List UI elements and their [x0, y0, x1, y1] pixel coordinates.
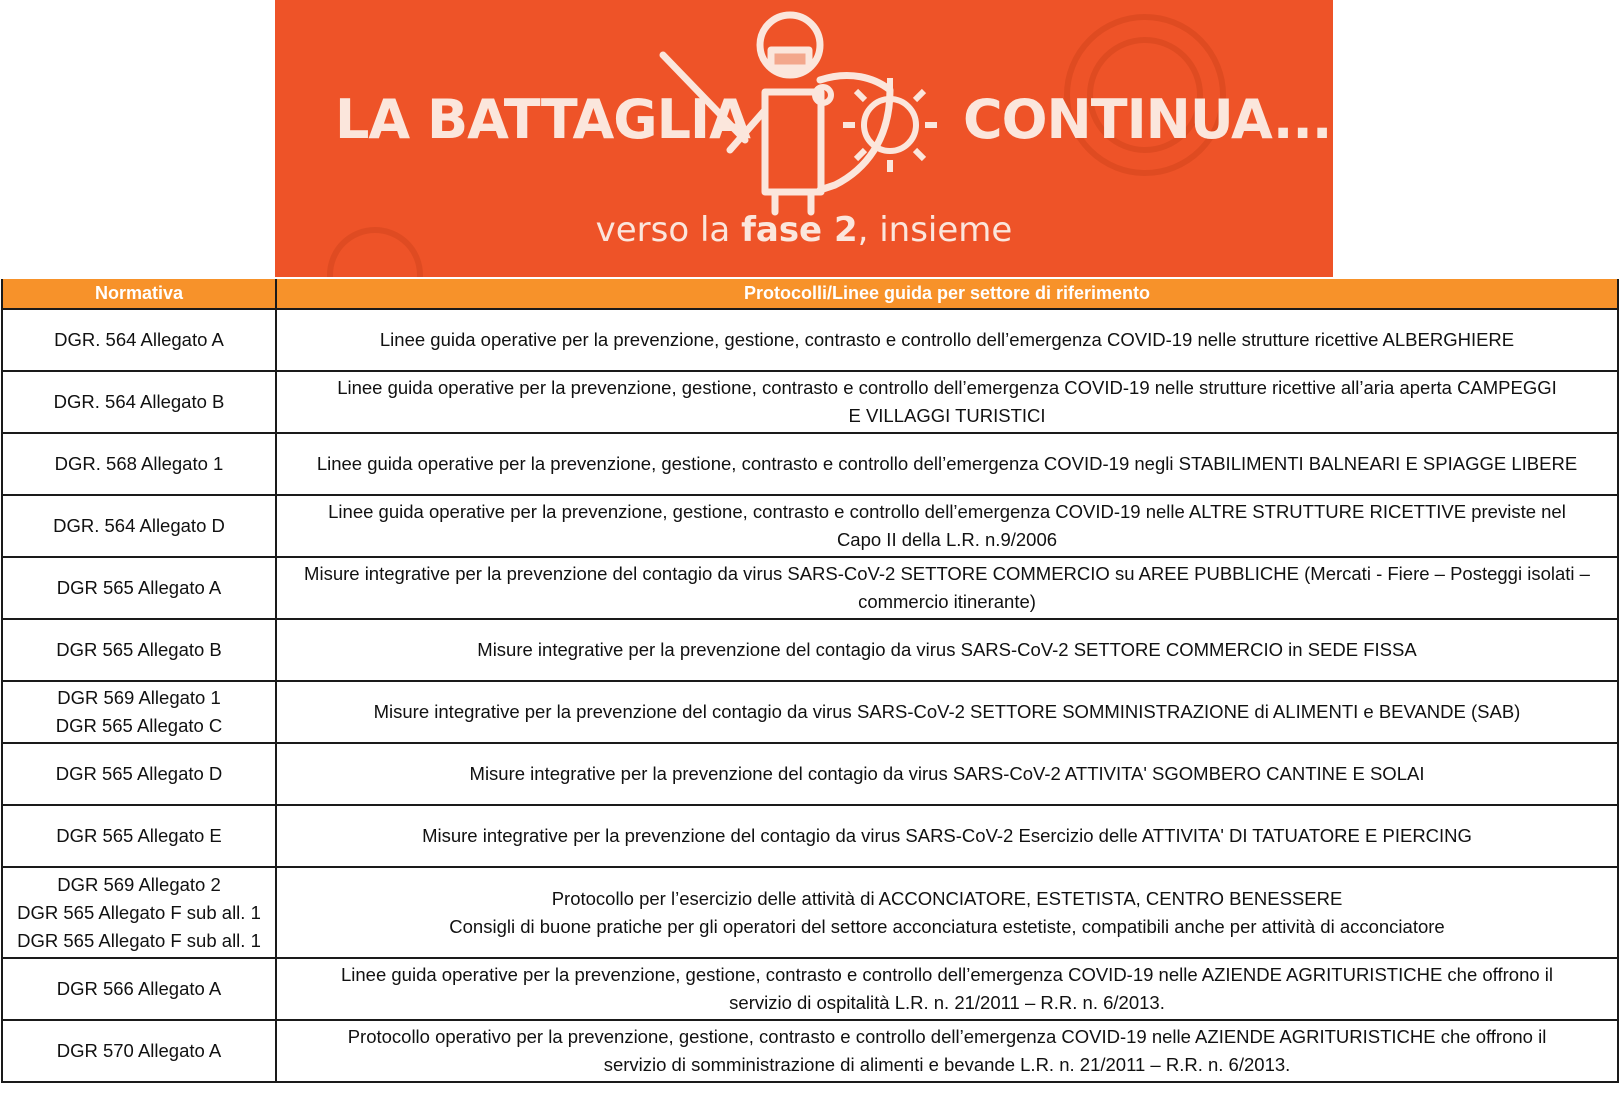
protocollo-line: Misure integrative per la prevenzione del contagio da virus SARS-CoV-2 ATTIVITA' SGOMBERO CANTINE E SOLAI: [469, 763, 1425, 784]
protocollo-cell: [276, 867, 1618, 958]
protocollo-line: Linee guida operative per la prevenzione, gestione, contrasto e controllo dell’emergenza COVID-19 negli STABILIMENTI BALNEARI E SPIAGGE LIBERE: [316, 453, 1578, 474]
normativa-line: DGR. 564 Allegato B: [53, 391, 225, 412]
protocollo-line: Misure integrative per la prevenzione del contagio da virus SARS-CoV-2 SETTORE COMMERCIO su AREE PUBBLICHE (Mercati - Fiere – Posteggi isolati –: [304, 563, 1590, 584]
normativa-cell: [2, 495, 276, 557]
normativa-cell: [2, 867, 276, 958]
protocollo-line: Linee guida operative per la prevenzione, gestione, contrasto e controllo dell’emergenza COVID-19 nelle ALTRE STRUTTURE RICETTIVE previste nel: [328, 501, 1566, 522]
normativa-cell: [2, 1020, 276, 1082]
guidelines-table: [1, 279, 1619, 1083]
protocollo-line: Protocollo operativo per la prevenzione, gestione, contrasto e controllo dell’emergenza COVID-19 nelle AZIENDE AGRITURISTICHE che offrono il: [347, 1026, 1547, 1047]
normativa-cell: [2, 557, 276, 619]
table-row: [2, 433, 1618, 495]
normativa-line: DGR 565 Allegato A: [56, 577, 222, 598]
table-row: [2, 1020, 1618, 1082]
normativa-cell: [2, 805, 276, 867]
protocollo-line: Linee guida operative per la prevenzione, gestione, contrasto e controllo dell’emergenza COVID-19 nelle strutture ricettive all’aria aperta CAMPEGGI: [337, 377, 1557, 398]
header-protocolli: Protocolli/Linee guida per settore di riferimento: [276, 279, 1618, 309]
normativa-line: DGR 569 Allegato 2: [57, 873, 221, 895]
normativa-line: DGR 565 Allegato E: [56, 825, 222, 846]
protocollo-line: servizio di somministrazione di alimenti e bevande L.R. n. 21/2011 – R.R. n. 6/2013.: [603, 1054, 1291, 1075]
protocollo-line: Misure integrative per la prevenzione del contagio da virus SARS-CoV-2 SETTORE SOMMINISTRAZIONE di ALIMENTI e BEVANDE (SAB): [373, 701, 1521, 722]
protocollo-cell: [276, 1020, 1618, 1082]
protocollo-cell: [276, 371, 1618, 433]
header-normativa: Normativa: [2, 279, 276, 309]
protocollo-cell: [276, 309, 1618, 371]
normativa-line: DGR 570 Allegato A: [56, 1040, 222, 1061]
protocollo-cell: [276, 958, 1618, 1020]
table-row: [2, 495, 1618, 557]
banner-title-right: CONTINUA...: [963, 88, 1332, 151]
protocollo-cell: [276, 557, 1618, 619]
normativa-cell: [2, 309, 276, 371]
normativa-cell: [2, 619, 276, 681]
protocollo-cell: [276, 743, 1618, 805]
normativa-line: DGR. 564 Allegato A: [54, 329, 224, 350]
protocollo-line: Capo II della L.R. n.9/2006: [836, 529, 1058, 550]
normativa-line: DGR. 568 Allegato 1: [54, 453, 224, 474]
protocollo-cell: [276, 433, 1618, 495]
protocollo-line: Misure integrative per la prevenzione del contagio da virus SARS-CoV-2 Esercizio delle ATTIVITA' DI TATUATORE E PIERCING: [422, 825, 1472, 846]
normativa-line: DGR 569 Allegato 1: [57, 687, 221, 708]
table-header-row: [2, 279, 1618, 309]
protocollo-line: Linee guida operative per la prevenzione, gestione, contrasto e controllo dell’emergenza COVID-19 nelle AZIENDE AGRITURISTICHE che offrono il: [340, 964, 1554, 985]
normativa-line: DGR 565 Allegato D: [55, 763, 223, 784]
banner-title-left: LA BATTAGLIA: [335, 88, 750, 151]
table-row: [2, 867, 1618, 958]
normativa-line: DGR 566 Allegato A: [56, 978, 222, 999]
protocollo-cell: [276, 805, 1618, 867]
protocollo-cell: [276, 495, 1618, 557]
banner: [275, 0, 1333, 277]
normativa-line: DGR. 564 Allegato D: [53, 515, 225, 536]
protocollo-line: Protocollo per l’esercizio delle attività di ACCONCIATORE, ESTETISTA, CENTRO BENESSERE: [551, 887, 1343, 909]
protocollo-cell: [276, 619, 1618, 681]
table-row: [2, 958, 1618, 1020]
table-row: [2, 557, 1618, 619]
virus-icon: [815, 78, 937, 172]
normativa-cell: [2, 743, 276, 805]
table-row: [2, 619, 1618, 681]
table-row: [2, 371, 1618, 433]
normativa-line: DGR 565 Allegato F sub all. 1: [17, 901, 261, 923]
table-row: [2, 743, 1618, 805]
protocollo-line: servizio di ospitalità L.R. n. 21/2011 – R.R. n. 6/2013.: [729, 992, 1165, 1013]
table-row: [2, 309, 1618, 371]
normativa-cell: [2, 371, 276, 433]
normativa-line: DGR 565 Allegato C: [55, 715, 223, 736]
protocollo-line: E VILLAGGI TURISTICI: [848, 405, 1046, 426]
normativa-cell: [2, 958, 276, 1020]
table-row: [2, 681, 1618, 743]
normativa-cell: [2, 433, 276, 495]
normativa-line: DGR 565 Allegato B: [56, 639, 222, 660]
protocollo-line: Linee guida operative per la prevenzione, gestione, contrasto e controllo dell’emergenza COVID-19 nelle strutture ricettive ALBERGHIERE: [379, 329, 1515, 350]
banner-subtitle: verso la fase 2, insieme: [595, 210, 1013, 250]
protocollo-line: Consigli di buone pratiche per gli operatori del settore acconciatura estetiste, compatibili anche per attività di acconciatore: [449, 915, 1445, 937]
normativa-line: DGR 565 Allegato F sub all. 1: [17, 929, 261, 951]
table-row: [2, 805, 1618, 867]
protocollo-line: Misure integrative per la prevenzione del contagio da virus SARS-CoV-2 SETTORE COMMERCIO in SEDE FISSA: [477, 639, 1417, 660]
normativa-cell: [2, 681, 276, 743]
protocollo-cell: [276, 681, 1618, 743]
protocollo-line: commercio itinerante): [858, 591, 1036, 612]
